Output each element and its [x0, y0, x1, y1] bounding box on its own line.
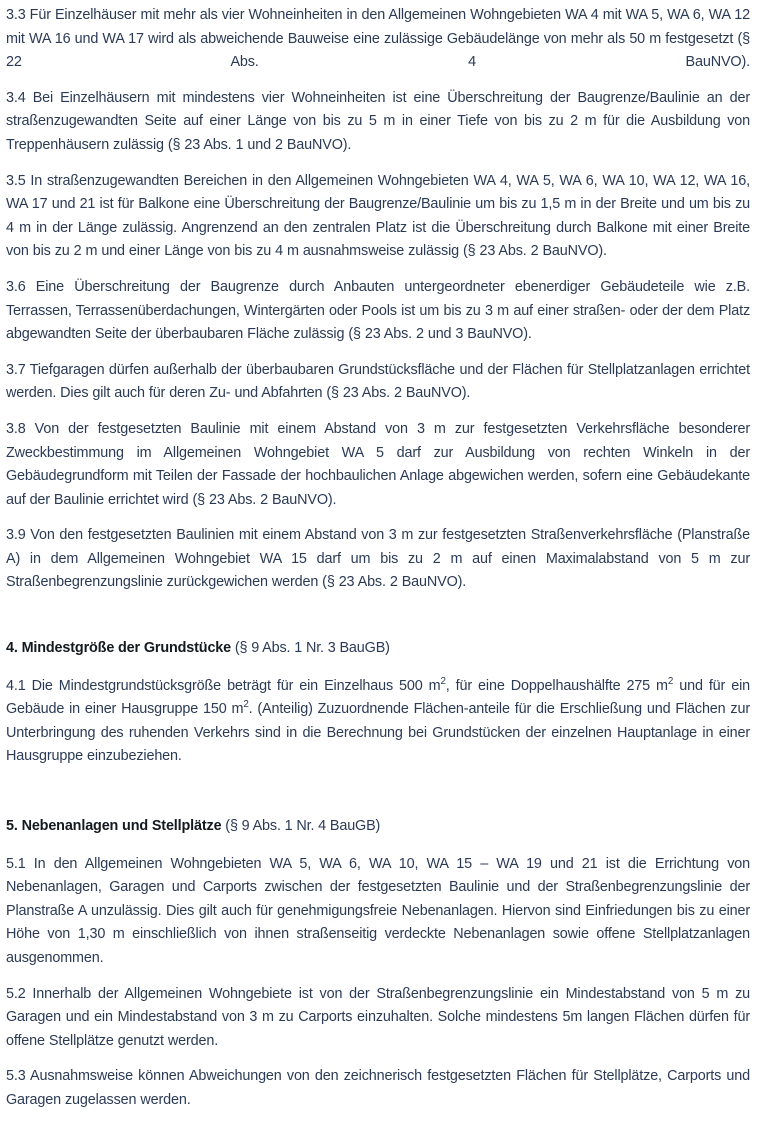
square-meter-superscript: 2 — [667, 675, 674, 687]
section-heading-5-reference: (§ 9 Abs. 1 Nr. 4 BauGB) — [221, 818, 381, 835]
paragraph-4-1-part-3: und für ein Gebäude in einer Hausgruppe 150 m — [6, 677, 750, 718]
paragraph-3-4: 3.4 Bei Einzelhäusern mit mindestens vier Wohneinheiten ist eine Überschreitung der Baugrenze/Baulinie an der straßenzugewandten Seite auf einer Länge von bis zu 5 m in einer Tiefe von bis zu 2 m für die Ausbildung von Treppenhäusern zulässig (§ 23 Abs. 1 und 2 BauNVO). — [6, 89, 750, 153]
paragraph-3-6: 3.6 Eine Überschreitung der Baugrenze durch Anbauten untergeordneter ebenerdiger Gebäudeteile wie z.B. Terrassen, Terrassenüberdachungen, Wintergärten oder Pools ist um bis zu 3 m auf einer straßen- oder der dem Platz abgewandten Seite der überbaubaren Fläche zulässig (§ 23 Abs. 2 und 3 BauNVO). — [6, 278, 750, 343]
paragraph-3-3: 3.3 Für Einzelhäuser mit mehr als vier Wohneinheiten in den Allgemeinen Wohngebieten WA 4 mit WA 5, WA 6, WA 12 mit WA 16 und WA 17 wird als abweichende Bauweise eine zulässige Gebäudelänge von mehr als 50 m festgesetzt (§ 22 Abs. 4 BauNVO). — [6, 7, 750, 71]
paragraph-3-8: 3.8 Von der festgesetzten Baulinie mit einem Abstand von 3 m zur festgesetzten Verkehrsfläche besonderer Zweckbestimmung im Allgemeinen Wohngebiet WA 5 darf zur Ausbildung von rechten Winkeln in der Gebäudegrundform mit Teilen der Fassade der hochbaulichen Anlage abgewichen werden, sofern eine Gebäudekante auf der Baulinie errichtet wird (§ 23 Abs. 2 BauNVO). — [6, 420, 750, 508]
section-heading-4 — [6, 637, 750, 661]
section-heading-5 — [6, 815, 750, 839]
paragraph-4-1-part-2: , für eine Doppelhaushälfte 275 m — [445, 677, 668, 694]
square-meter-superscript: 2 — [440, 675, 446, 687]
paragraph-3-9: 3.9 Von den festgesetzten Baulinien mit einem Abstand von 3 m zur festgesetzten Straßenverkehrsfläche (Planstraße A) in dem Allgemeinen Wohngebiet WA 15 darf um bis zu 2 m auf einen Maximalabstand von 5 m zur Straßenbegrenzungslinie zurückgewichen werden (§ 23 Abs. 2 BauNVO). — [6, 527, 750, 591]
section-heading-4-reference: (§ 9 Abs. 1 Nr. 3 BauGB) — [231, 640, 390, 657]
paragraph-4-1-part-1: 4.1 Die Mindestgrundstücksgröße beträgt für ein Einzelhaus 500 m — [6, 677, 441, 694]
paragraph-5-2: 5.2 Innerhalb der Allgemeinen Wohngebiete ist von der Straßenbegrenzungslinie ein Mindestabstand von 5 m zu Garagen und ein Mindestabstand von 3 m zu Carports einzuhalten. Solche mindestens 5m langen Flächen dürfen für offene Stellplätze genutzt werden. — [6, 985, 750, 1049]
section-heading-4-title: 4. Mindestgröße der Grundstücke — [6, 640, 232, 657]
square-meter-superscript: 2 — [243, 699, 249, 711]
section-heading-5-title: 5. Nebenanlagen und Stellplätze — [6, 818, 222, 835]
paragraph-4-1 — [6, 675, 750, 769]
paragraph-3-7: 3.7 Tiefgaragen dürfen außerhalb der überbaubaren Grundstücksfläche und der Flächen für Stellplatzanlagen errichtet werden. Dies gilt auch für deren Zu- und Abfahrten (§ 23 Abs. 2 BauNVO). — [6, 361, 750, 402]
paragraph-4-1-part-4: . (Anteilig) Zuzuordnende Flächen-anteile für die Erschließung und Flächen zur Unterbringung des ruhenden Verkehrs sind in die Berechnung bei Grundstücken der einzelnen Hauptanlage in einer Hausgruppe einzubeziehen. — [6, 701, 750, 765]
paragraph-5-1: 5.1 In den Allgemeinen Wohngebieten WA 5, WA 6, WA 10, WA 15 – WA 19 und 21 ist die Errichtung von Nebenanlagen, Garagen und Carports zwischen der festgesetzten Baulinie und der Straßenbegrenzungslinie der Planstraße A unzulässig. Dies gilt auch für genehmigungsfreie Nebenanlagen. Hiervon sind Einfriedungen bis zu einer Höhe von 1,30 m einschließlich von ihnen straßenseitig verdeckte Nebenanlagen sowie offene Stellplatzanlagen ausgenommen. — [6, 855, 750, 966]
paragraph-5-3: 5.3 Ausnahmsweise können Abweichungen von den zeichnerisch festgesetzten Flächen für Stellplätze, Carports und Garagen zugelassen werden. — [6, 1068, 750, 1108]
paragraph-3-5: 3.5 In straßenzugewandten Bereichen in den Allgemeinen Wohngebieten WA 4, WA 5, WA 6, WA 10, WA 12, WA 16, WA 17 und 21 ist für Balkone eine Überschreitung der Baugrenze/Baulinie um bis zu 1,5 m in der Breite und um bis zu 4 m in der Länge zulässig. Angrenzend an den zentralen Platz ist die Überschreitung durch Balkone mit einer Breite von bis zu 2 m und einer Länge von bis zu 4 m ausnahmsweise zulässig (§ 23 Abs. 2 BauNVO). — [6, 172, 750, 260]
